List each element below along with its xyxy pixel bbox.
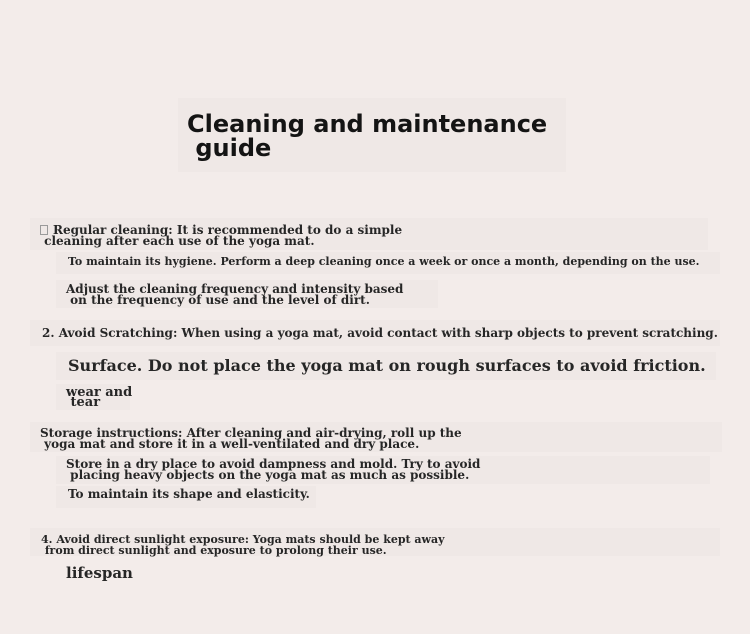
section-3-heading: Storage instructions: After cleaning and air-drying, roll up the yoga mat and store it in a well-ventilated and dry place. (40, 426, 462, 451)
section-2-item-1: Surface. Do not place the yoga mat on rough surfaces to avoid friction. (68, 356, 706, 375)
section-1-heading (40, 225, 402, 247)
page-title: Cleaning and maintenance guide (187, 110, 548, 162)
section-4-heading: 4. Avoid direct sunlight exposure: Yoga mats should be kept away from direct sunlight and exposure to prolong their use. (41, 533, 445, 557)
section-1-item-2: Adjust the cleaning frequency and intensity based on the frequency of use and the level of dirt. (66, 282, 404, 307)
section-4-item-1: lifespan (66, 564, 133, 582)
section-2-item-2: wear and tear (66, 385, 133, 410)
section-3-item-1: Store in a dry place to avoid dampness and mold. Try to avoid placing heavy objects on the yoga mat as much as possible. (66, 457, 481, 482)
section-3-item-2: To maintain its shape and elasticity. (68, 487, 310, 501)
section-1-heading-text: Regular cleaning: It is recommended to do a simple cleaning after each use of the yoga mat. (44, 223, 403, 248)
section-1-item-1: To maintain its hygiene. Perform a deep cleaning once a week or once a month, depending on the use. (68, 255, 700, 268)
section-2-heading: 2. Avoid Scratching: When using a yoga mat, avoid contact with sharp objects to prevent scratching. (42, 326, 718, 340)
